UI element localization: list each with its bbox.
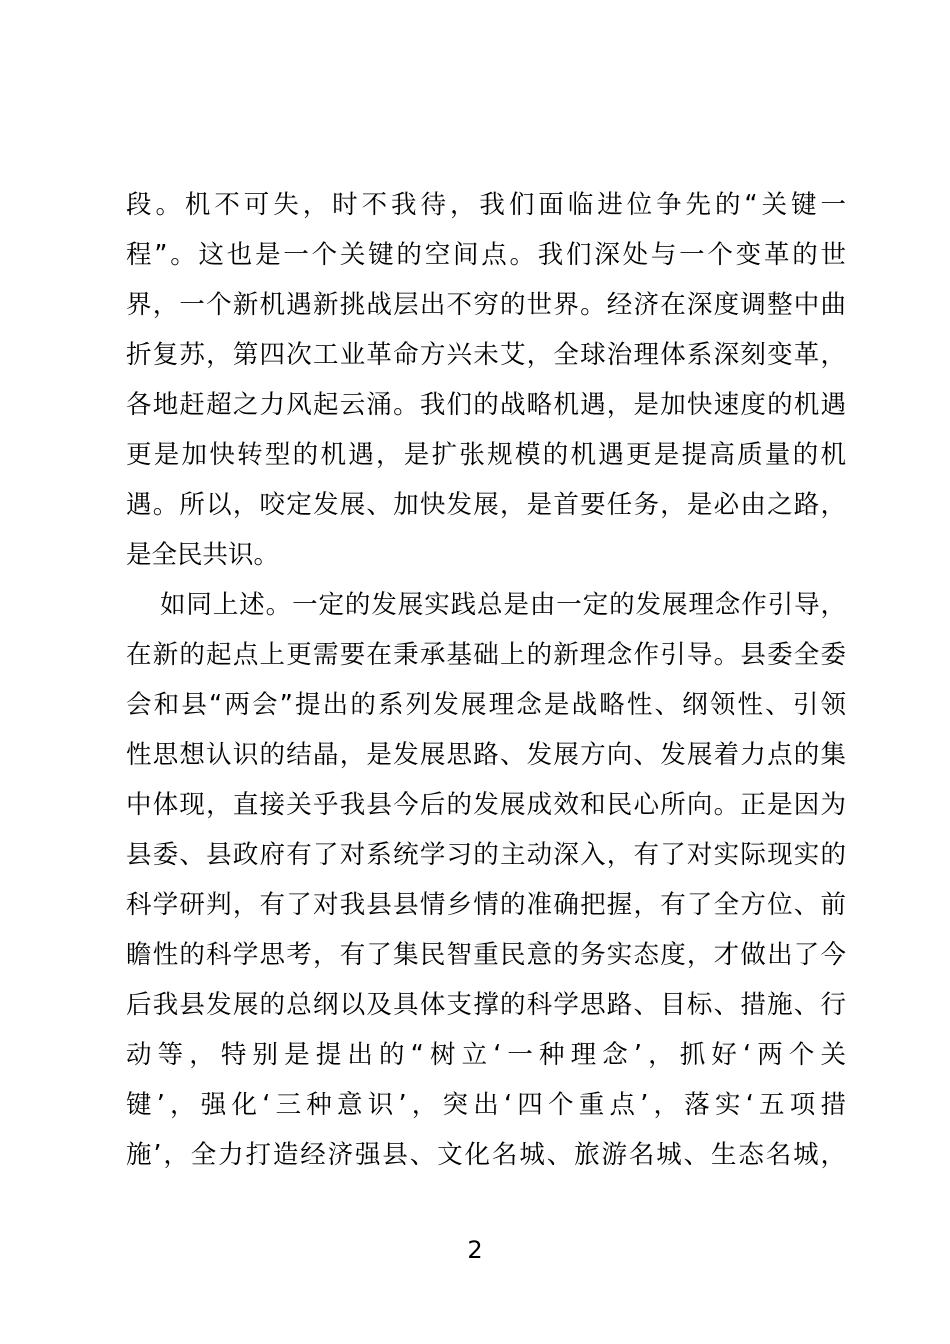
paragraph-1-line-5: 各地赶超之力风起云涌。我们的战略机遇，是加快速度的机遇 xyxy=(126,390,846,420)
paragraph-1-line-4: 折复苏，第四次工业革命方兴未艾，全球治理体系深刻变革， xyxy=(126,340,846,370)
paragraph-1-line-2: 程”。这也是一个关键的空间点。我们深处与一个变革的世 xyxy=(126,240,846,270)
paragraph-1-line-7: 遇。所以，咬定发展、加快发展，是首要任务，是必由之路， xyxy=(126,490,846,520)
paragraph-2-line-11: 键’，强化‘三种意识’，突出‘四个重点’，落实‘五项措 xyxy=(126,1090,846,1120)
paragraph-1-line-1: 段。机不可失，时不我待，我们面临进位争先的“关键一 xyxy=(126,190,846,220)
paragraph-1-line-3: 界，一个新机遇新挑战层出不穷的世界。经济在深度调整中曲 xyxy=(126,290,846,320)
paragraph-1-line-6: 更是加快转型的机遇，是扩张规模的机遇更是提高质量的机 xyxy=(126,440,846,470)
paragraph-2-line-2: 在新的起点上更需要在秉承基础上的新理念作引导。县委全委 xyxy=(126,640,846,670)
paragraph-2-line-3: 会和县“两会”提出的系列发展理念是战略性、纲领性、引领 xyxy=(126,690,846,720)
paragraph-2-line-8: 瞻性的科学思考，有了集民智重民意的务实态度，才做出了今 xyxy=(126,940,846,970)
paragraph-2-line-12: 施’，全力打造经济强县、文化名城、旅游名城、生态名城， xyxy=(126,1140,846,1170)
paragraph-2-line-7: 科学研判，有了对我县县情乡情的准确把握，有了全方位、前 xyxy=(126,890,846,920)
paragraph-1-line-8: 是全民共识。 xyxy=(126,540,280,570)
paragraph-2-line-10: 动等，特别是提出的“树立‘一种理念’，抓好‘两个关 xyxy=(126,1040,846,1070)
page-number: 2 xyxy=(467,1236,483,1264)
paragraph-2-line-6: 县委、县政府有了对系统学习的主动深入，有了对实际现实的 xyxy=(126,840,846,870)
paragraph-2-line-1: 如同上述。一定的发展实践总是由一定的发展理念作引导， xyxy=(160,590,846,620)
paragraph-2-line-9: 后我县发展的总纲以及具体支撑的科学思路、目标、措施、行 xyxy=(126,990,846,1020)
paragraph-2-line-4: 性思想认识的结晶，是发展思路、发展方向、发展着力点的集 xyxy=(126,740,846,770)
paragraph-2-line-5: 中体现，直接关乎我县今后的发展成效和民心所向。正是因为 xyxy=(126,790,846,820)
